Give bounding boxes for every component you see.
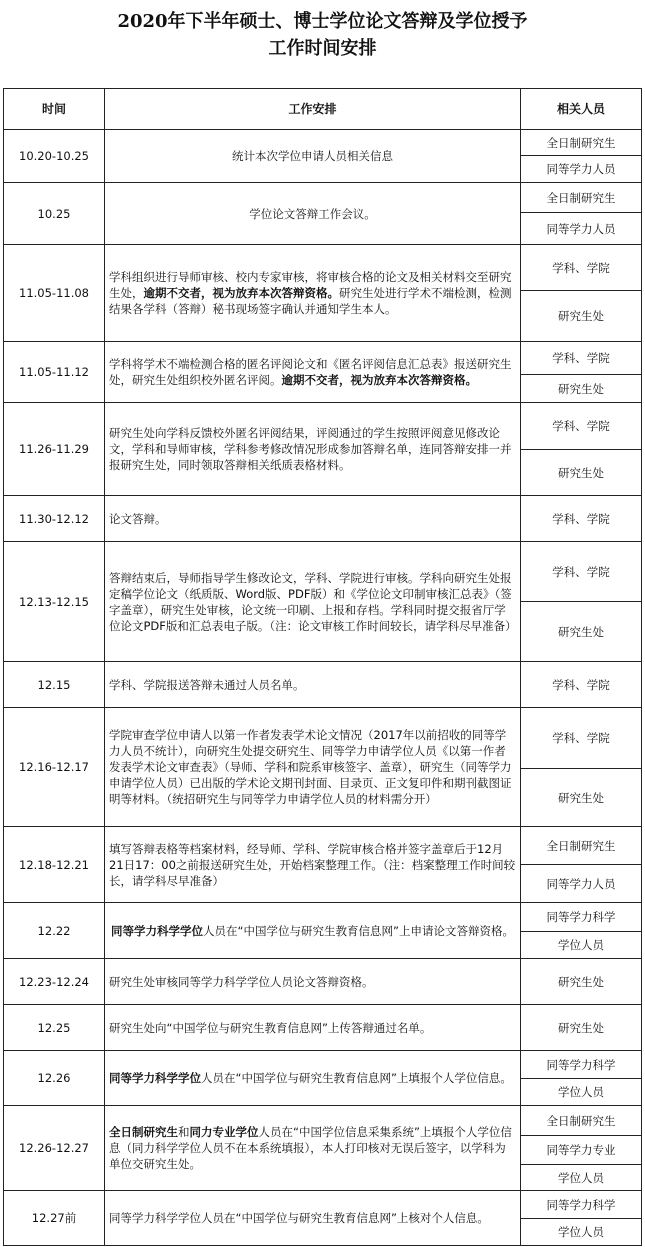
time-cell: 12.13-12.15 xyxy=(4,542,105,662)
people-cell: 全日制研究生 xyxy=(521,1106,642,1136)
people-cell: 研究生处 xyxy=(521,450,642,496)
people-cell: 研究生处 xyxy=(521,959,642,1005)
table-row xyxy=(4,662,642,708)
people-cell: 研究生处 xyxy=(521,375,642,403)
task-text: 研究生处审核同等学力科学学位人员论文答辩资格。 xyxy=(109,974,374,989)
task-text: 学位论文答辩工作会议。 xyxy=(249,206,376,221)
document-title xyxy=(0,8,645,62)
task-text: 学院审查学位申请人以第一作者发表学术论文情况（2017年以前招收的同等学力人员不统计），向研究生处提交研究生、同等学力申请学位人员《以第一作者发表学术论文审查表》（导师、学科和院系审核签字、盖章），研究生（同等学力申请学位人员）已出版的学术论文期刊封面、目录页、正文复印件和期刊截图证明等材料。（统招研究生与同等学力申请学位人员的材料需分开） xyxy=(109,728,512,806)
task-cell xyxy=(105,245,521,342)
table-row xyxy=(4,183,642,213)
people-cell: 同等学力科学 xyxy=(521,903,642,932)
task-cell xyxy=(105,662,521,708)
schedule-table xyxy=(3,88,642,1246)
task-emphasis: 同力专业学位 xyxy=(189,1125,259,1139)
people-cell: 学科、学院 xyxy=(521,708,642,769)
task-text: 填写答辩表格等档案材料，经导师、学科、学院审核合格并签字盖章后于12月21日17：00之前报送研究生处，开始档案整理工作。（注：档案整理工作时间较长，请学科尽早准备） xyxy=(109,841,516,888)
task-text: 统计本次学位申请人员相关信息 xyxy=(232,149,393,163)
people-cell: 研究生处 xyxy=(521,602,642,662)
task-text: 研究生处向“中国学位与研究生教育信息网”上传答辩通过名单。 xyxy=(109,1020,432,1035)
task-cell xyxy=(105,130,521,183)
people-cell: 同等学力科学 xyxy=(521,1051,642,1079)
task-text: 和 xyxy=(178,1125,190,1139)
people-cell: 同等学力人员 xyxy=(521,156,642,183)
people-cell: 同等学力人员 xyxy=(521,213,642,245)
time-cell: 10.25 xyxy=(4,183,105,245)
time-cell: 11.05-11.08 xyxy=(4,245,105,342)
people-cell: 学位人员 xyxy=(521,1219,642,1246)
people-cell: 研究生处 xyxy=(521,769,642,827)
title-line-1: 2020年下半年硕士、博士学位论文答辩及学位授予 xyxy=(117,11,528,32)
task-emphasis: 全日制研究生 xyxy=(109,1125,178,1139)
table-row xyxy=(4,1005,642,1051)
task-text: 论文答辩。 xyxy=(109,511,167,526)
time-cell: 12.25 xyxy=(4,1005,105,1051)
time-cell: 12.26 xyxy=(4,1051,105,1106)
table-row xyxy=(4,1051,642,1079)
header-time: 时间 xyxy=(4,89,105,130)
time-cell: 12.23-12.24 xyxy=(4,959,105,1005)
people-cell: 同等学力专业 xyxy=(521,1136,642,1165)
table-row xyxy=(4,903,642,932)
task-emphasis: 逾期不交者，视为放弃本次答辩资格。 xyxy=(143,286,339,300)
table-row xyxy=(4,342,642,375)
task-cell xyxy=(105,708,521,827)
table-row xyxy=(4,403,642,450)
task-cell xyxy=(105,959,521,1005)
people-cell: 学科、学院 xyxy=(521,342,642,375)
task-text: 学科组织进行导师审核、校内专家审核，将审核合格的论文及相关材料交至研究生处， xyxy=(109,270,512,300)
task-cell xyxy=(105,827,521,903)
task-cell xyxy=(105,183,521,245)
task-text: 人员在“中国学位信息采集系统”上填报个人学位信息（同力科学学位人员不在本系统填报），本人打印核对无误后签字，以学科为单位交研究生处。 xyxy=(109,1125,512,1171)
people-cell: 学科、学院 xyxy=(521,542,642,602)
time-cell: 11.05-11.12 xyxy=(4,342,105,403)
task-text: 研究生处向学科反馈校外匿名评阅结果，评阅通过的学生按照评阅意见修改论文，学科和导师审核，学科参考修改情况形成参加答辩名单，连同答辩安排一并报研究生处，同时领取答辩相关纸质表格材料。 xyxy=(109,426,512,472)
table-row xyxy=(4,496,642,542)
people-cell: 全日制研究生 xyxy=(521,183,642,213)
time-cell: 12.26-12.27 xyxy=(4,1106,105,1191)
table-row xyxy=(4,245,642,291)
people-cell: 学位人员 xyxy=(521,932,642,959)
people-cell: 研究生处 xyxy=(521,291,642,342)
task-emphasis: 同等学力科学学位 xyxy=(109,1071,201,1085)
people-cell: 学科、学院 xyxy=(521,662,642,708)
task-cell xyxy=(105,1106,521,1191)
people-cell: 学科、学院 xyxy=(521,496,642,542)
task-cell xyxy=(105,342,521,403)
people-cell: 同等学力人员 xyxy=(521,865,642,903)
task-emphasis: 同等学力科学学位 xyxy=(111,923,204,938)
header-task: 工作安排 xyxy=(105,89,521,130)
people-cell: 全日制研究生 xyxy=(521,130,642,156)
title-line-2: 工作时间安排 xyxy=(268,38,377,59)
task-text: 人员在“中国学位与研究生教育信息网”上填报个人学位信息。 xyxy=(201,1071,512,1085)
table-row xyxy=(4,130,642,156)
task-text: 人员在“中国学位与研究生教育信息网”上申请论文答辩资格。 xyxy=(203,923,514,938)
table-row xyxy=(4,1106,642,1136)
table-row xyxy=(4,827,642,865)
time-cell: 12.18-12.21 xyxy=(4,827,105,903)
people-cell: 同等学力科学 xyxy=(521,1191,642,1219)
time-cell: 11.26-11.29 xyxy=(4,403,105,496)
people-cell: 学科、学院 xyxy=(521,245,642,291)
task-text: 学科、学院报送答辩未通过人员名单。 xyxy=(109,677,305,692)
people-cell: 全日制研究生 xyxy=(521,827,642,865)
task-cell xyxy=(105,403,521,496)
time-cell: 12.22 xyxy=(4,903,105,959)
task-cell xyxy=(105,903,521,959)
table-row xyxy=(4,1191,642,1219)
task-cell xyxy=(105,542,521,662)
table-row xyxy=(4,542,642,602)
task-text: 答辩结束后，导师指导学生修改论文，学科、学院进行审核。学科向研究生处报定稿学位论文（纸质版、Word版、PDF版）和《学位论文印制审核汇总表》（签字盖章），研究生处审核，论文统一印刷、上报和存档。学科同时提交报省厅学位论文PDF版和汇总表电子版。（注：论文审核工作时间较长，请学科尽早准备） xyxy=(109,570,517,633)
time-cell: 12.15 xyxy=(4,662,105,708)
time-cell: 12.27前 xyxy=(4,1191,105,1246)
table-body xyxy=(4,130,642,1246)
people-cell: 学位人员 xyxy=(521,1079,642,1106)
header-people: 相关人员 xyxy=(521,89,642,130)
task-cell xyxy=(105,1051,521,1106)
time-cell: 10.20-10.25 xyxy=(4,130,105,183)
table-row xyxy=(4,959,642,1005)
time-cell: 11.30-12.12 xyxy=(4,496,105,542)
task-text: 同等学力科学学位人员在“中国学位与研究生教育信息网”上核对个人信息。 xyxy=(109,1211,489,1225)
task-text: 研究生处进行学术不端检测，检测结果各学科（答辩）秘书现场签字确认并通知学生本人。 xyxy=(109,286,512,316)
task-cell xyxy=(105,1191,521,1246)
people-cell: 学科、学院 xyxy=(521,403,642,450)
people-cell: 研究生处 xyxy=(521,1005,642,1051)
task-cell xyxy=(105,1005,521,1051)
task-cell xyxy=(105,496,521,542)
table-header-row xyxy=(4,89,642,130)
table-row xyxy=(4,708,642,769)
task-emphasis: 逾期不交者，视为放弃本次答辩资格。 xyxy=(281,373,477,387)
people-cell: 学位人员 xyxy=(521,1165,642,1191)
time-cell: 12.16-12.17 xyxy=(4,708,105,827)
task-text: 学科将学术不端检测合格的匿名评阅论文和《匿名评阅信息汇总表》报送研究生处，研究生处组织校外匿名评阅。 xyxy=(109,357,512,387)
